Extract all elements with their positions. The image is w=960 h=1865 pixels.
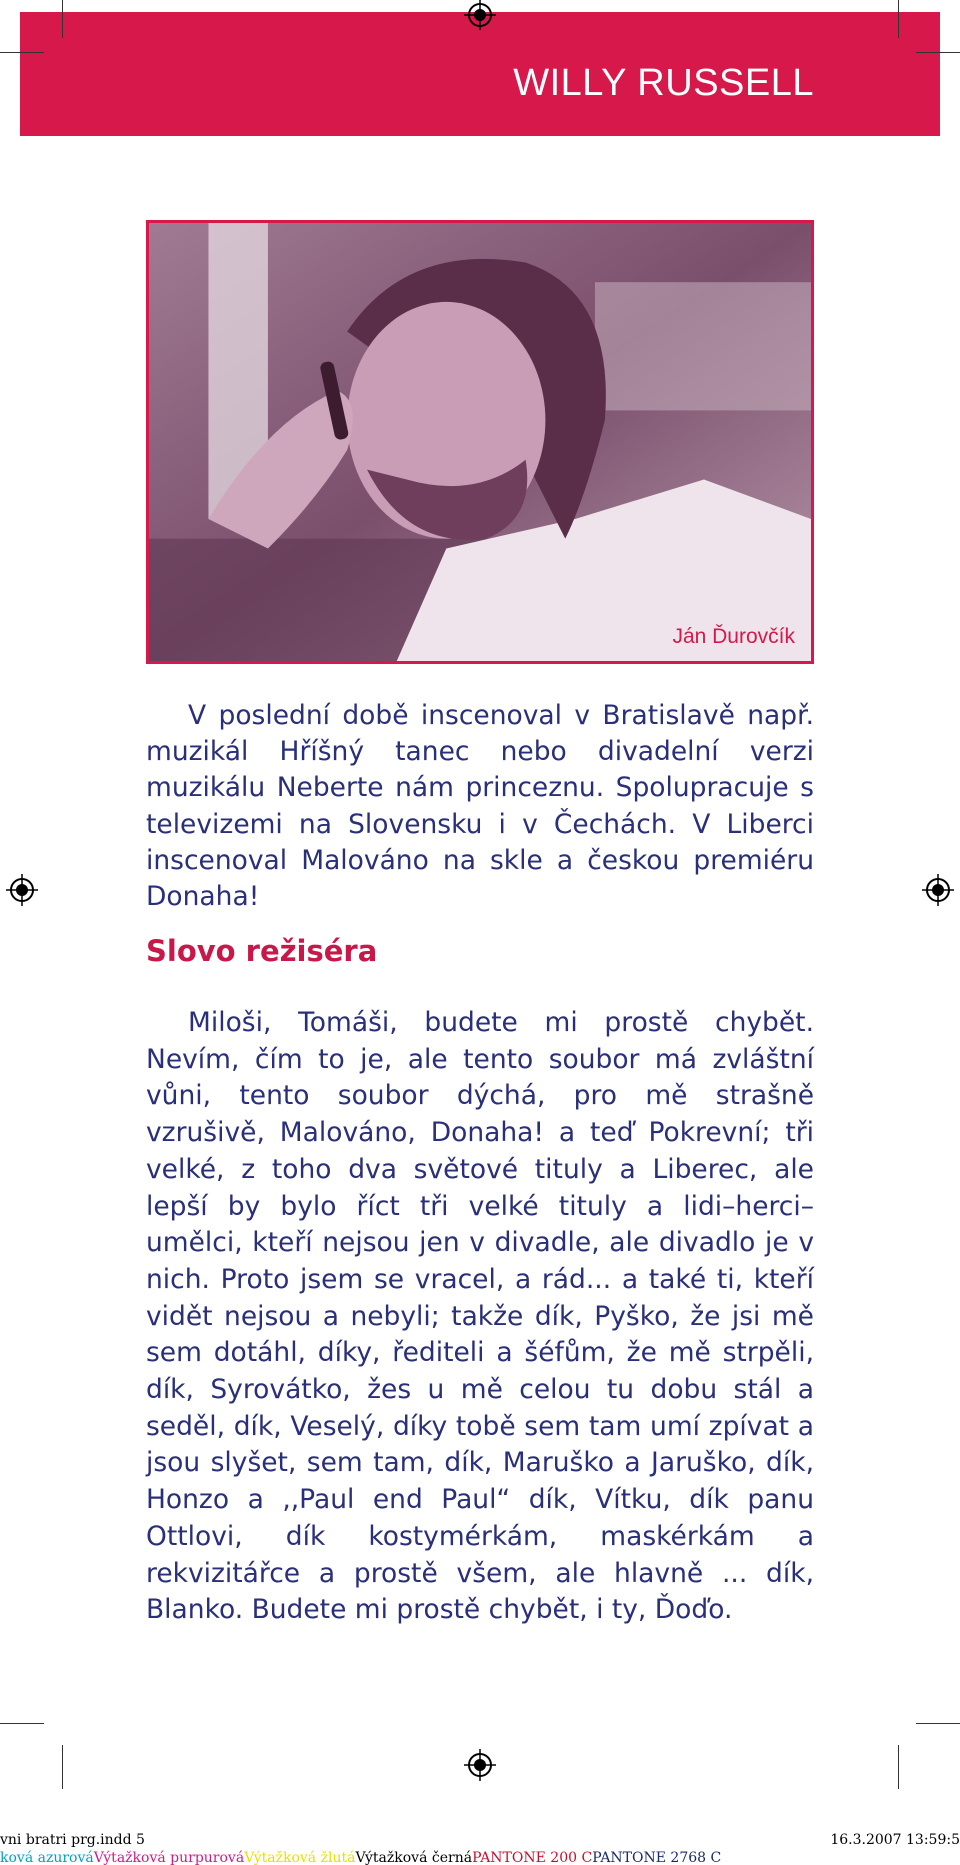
registration-mark-icon [4, 872, 40, 908]
footer-date: 16.3.2007 13:59:5 [830, 1832, 960, 1848]
photo-caption: Ján Ďurovčík [672, 625, 795, 648]
crop-mark [0, 1723, 44, 1724]
color-label: Výtažková žlutá [244, 1850, 356, 1865]
registration-mark-icon [462, 1747, 498, 1783]
portrait-photo [146, 220, 814, 664]
crop-mark [916, 1723, 960, 1724]
color-label: Výtažková černá [355, 1850, 473, 1865]
crop-mark [916, 52, 960, 53]
color-label: ková azurová [0, 1850, 94, 1865]
registration-mark-icon [920, 872, 956, 908]
registration-mark-icon [462, 0, 498, 36]
section-heading: Slovo režiséra [146, 934, 378, 968]
crop-mark [0, 52, 44, 53]
crop-mark [62, 0, 63, 38]
intro-paragraph: V poslední době inscenoval v Bratislavě např. muzikál Hříšný tanec nebo divadelní verzi muzikálu Neberte nám princeznu. Spolupracuje s televizemi na Slovensku i v Čechách. V Liberci inscenoval Malováno na skle a českou premiéru Donaha! [146, 700, 814, 913]
color-label: PANTONE 200 C [472, 1850, 593, 1865]
section-body: Miloši, Tomáši, budete mi prostě chybět. Nevím, čím to je, ale tento soubor má zvláštní vůni, tento soubor dýchá, pro mě strašně vzrušivě, Malováno, Donaha! a teď Pokrevní; tři velké, z toho dva světové tituly a Liberec, ale lepší by bylo říct tři velké tituly a lidi–herci–umělci, kteří nejsou jen v divadle, ale divadlo je v nich. Proto jsem se vracel, a rád... a také ti, kteří vidět nejsou a nebyli; takže dík, Pyško, že jsi mě sem dotáhl, díky, řediteli a šéfům, že mě strpěli, dík, Syrovátko, žes u mě celou tu dobu stál a seděl, dík, Veselý, díky tobě sem tam umí zpívat a jsou slyšet, sem tam, dík, Maruško a Jaruško, dík, Honzo a ,,Paul end Paul“ dík, Vítku, dík panu Ottlovi, dík kostymérkám, maskérkám a rekvizitářce a prostě všem, ale hlavně ... dík, Blanko. Budete mi prostě chybět, i ty, Ďoďo. [146, 1007, 814, 1626]
footer-filename: vni bratri prg.indd 5 [0, 1832, 145, 1848]
portrait-image [149, 223, 811, 661]
crop-mark [62, 1745, 63, 1789]
color-label: Výtažková purpurová [93, 1850, 245, 1865]
crop-mark [898, 1745, 899, 1789]
page-title: WILLY RUSSELL [513, 62, 814, 104]
color-separation-bar [0, 1850, 960, 1865]
color-label: PANTONE 2768 C [592, 1850, 722, 1865]
crop-mark [898, 0, 899, 38]
